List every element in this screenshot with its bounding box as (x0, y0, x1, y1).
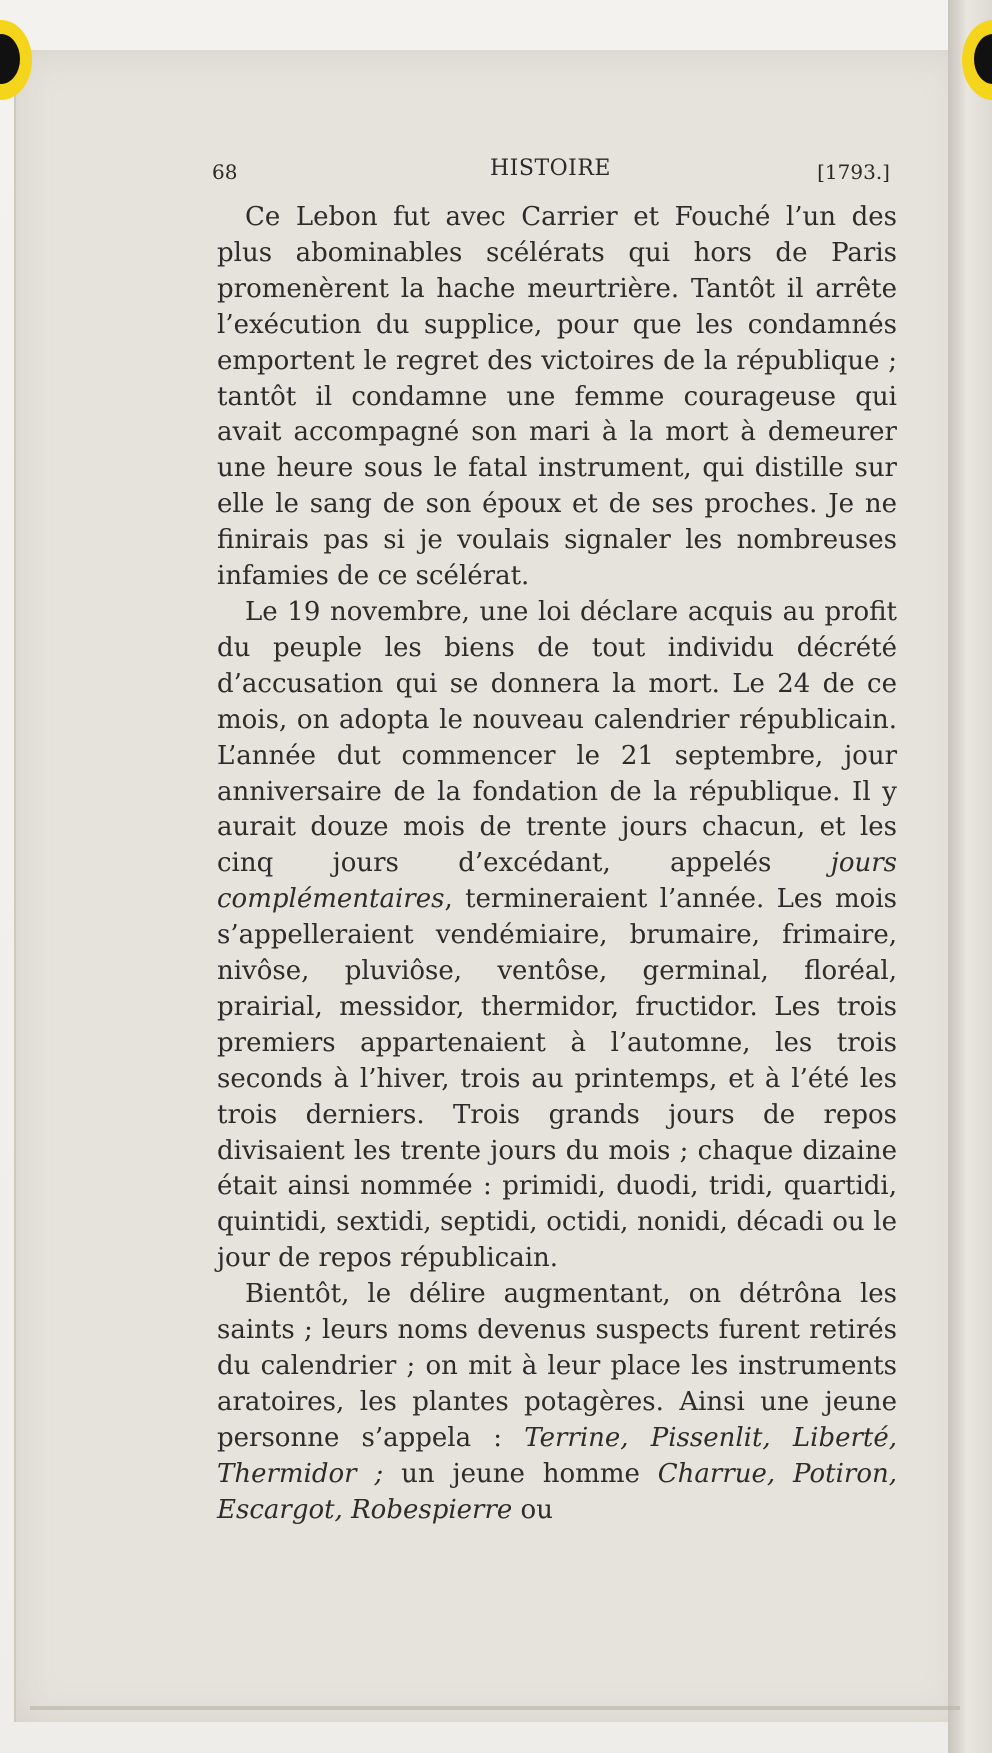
page-number: 68 (212, 160, 238, 184)
paragraph (217, 1277, 897, 1528)
running-year: [1793.] (817, 160, 890, 184)
text-run: Bientôt, le délire augmentant, on détrôna les saints ; leurs noms devenus suspects furent retirés du calendrier ; on mit à leur place les instruments aratoires, les plantes potagères. Ainsi une jeune personne s’appela : (217, 1279, 897, 1453)
text-run: Ce Lebon fut avec Carrier et Fouché l’un des plus abominables scélérats qui hors de Paris promenèrent la hache meurtrière. Tantôt il arrête l’exécution du supplice, pour que les condamnés emportent le regret des victoires de la république ; tantôt il condamne une femme courageuse qui avait accompagné son mari à la mort à demeurer une heure sous le fatal instrument, qui distille sur elle le sang de son époux et de ses proches. Je ne finirais pas si je voulais signaler les nombreuses infamies de ce scélérat. (217, 202, 897, 592)
page-bottom-edge (30, 1706, 960, 1710)
paragraph (217, 200, 897, 595)
text-run: ou (512, 1494, 553, 1525)
italic-text: Terrine, Pissenlit, Liberté, Thermidor ; (217, 1422, 898, 1489)
paragraph (217, 595, 897, 1277)
italic-text: jours complémentaires (217, 848, 897, 915)
running-header (212, 156, 890, 188)
text-run: Le 19 novembre, une loi déclare acquis au profit du peuple les biens de tout individu décrété d’accusation qui se donnera la mort. Le 24 de ce mois, on adopta le nouveau calendrier républicain. L’année dut commencer le 21 septembre, jour anniversaire de la fondation de la république. Il y aurait douze mois de trente jours chacun, et les cinq jours d’excédant, appelés (217, 596, 897, 879)
italic-text: Charrue, Potiron, Escargot, Robespierre (217, 1458, 898, 1525)
text-run: , termineraient l’année. Les mois s’appelleraient vendémiaire, brumaire, frimaire, nivôse, pluviôse, ventôse, germinal, floréal, prairial, messidor, thermidor, fructidor. Les trois premiers appartenaient à l’automne, les trois seconds à l’hiver, trois au printemps, et à l’été les trois derniers. Trois grands jours de repos divisaient les trente jours du mois ; chaque dizaine était ainsi nommée : primidi, duodi, tridi, quartidi, quintidi, sextidi, septidi, octidi, nonidi, décadi ou le jour de repos républicain. (217, 884, 897, 1274)
running-title: HISTOIRE (490, 156, 611, 181)
next-page-edge (948, 0, 992, 1753)
body-text (217, 200, 897, 1529)
text-run: un jeune homme (383, 1458, 658, 1489)
